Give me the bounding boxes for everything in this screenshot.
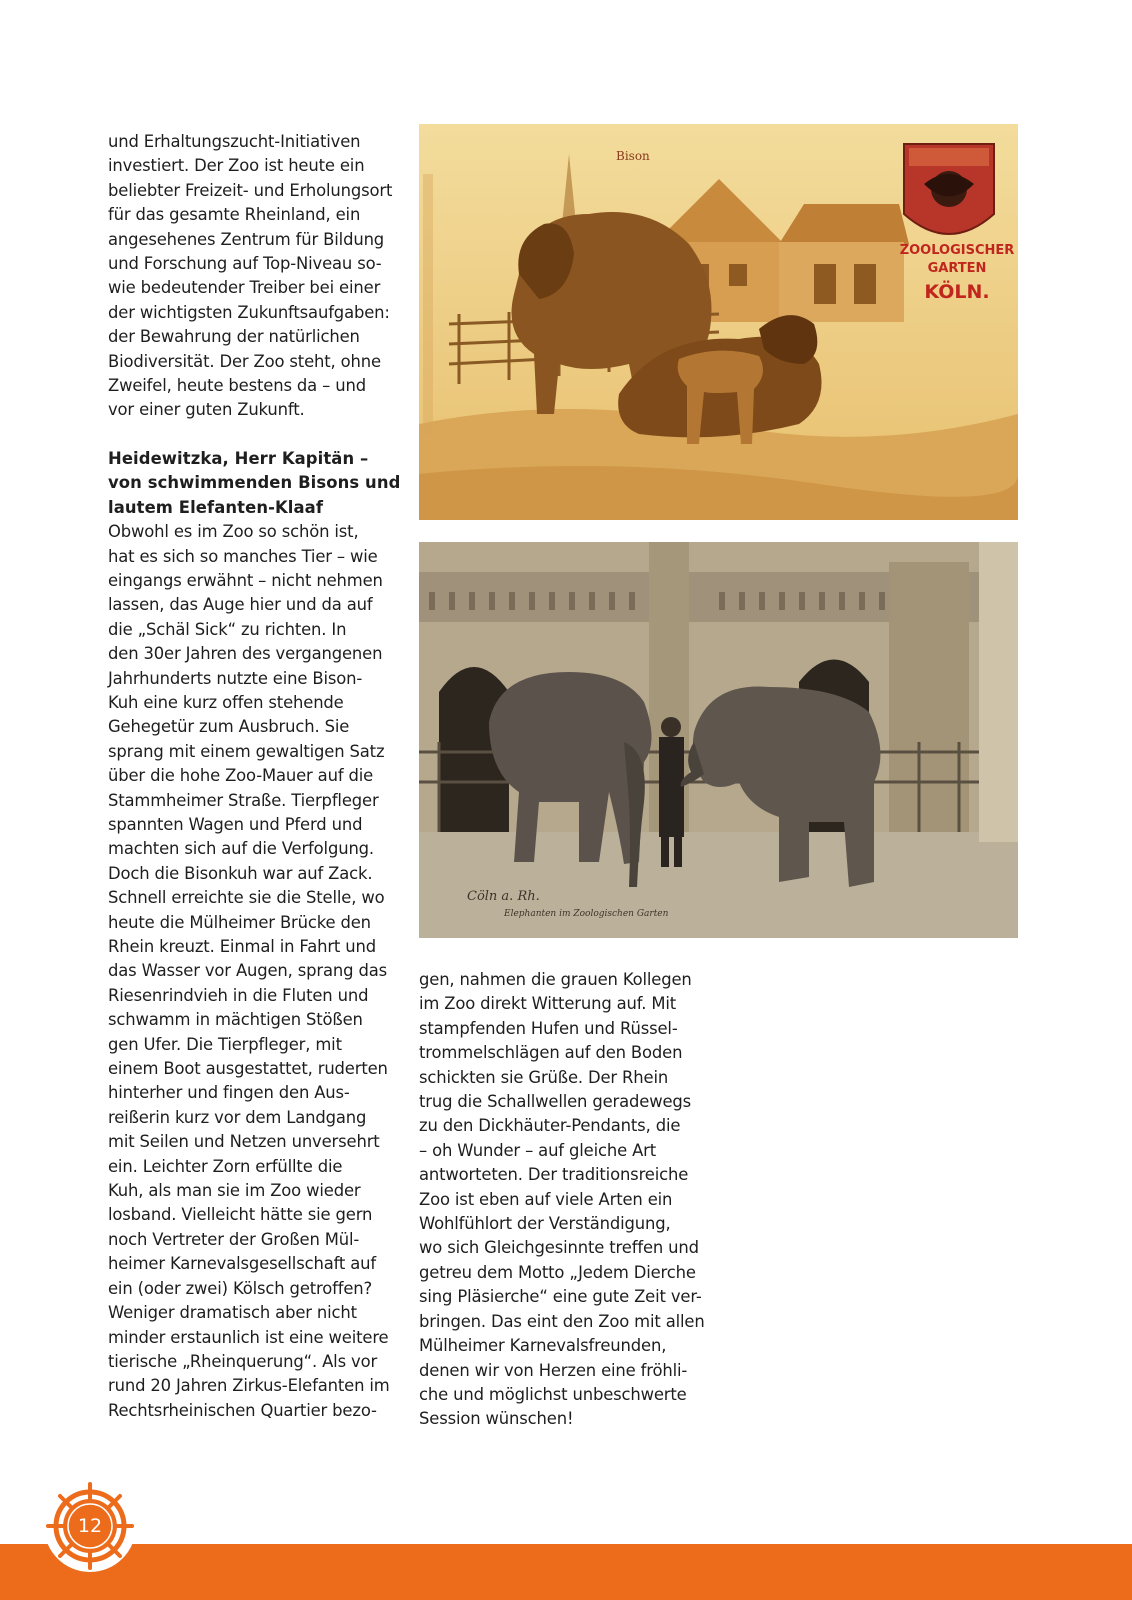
text-line: schwamm in mächtigen Stößen — [108, 1010, 363, 1030]
text-column-left — [108, 130, 403, 1423]
text-line: der Bewahrung der natürlichen — [108, 327, 360, 347]
text-line: lassen, das Auge hier und da auf — [108, 595, 373, 615]
text-line: schickten sie Grüße. Der Rhein — [419, 1067, 669, 1087]
paragraph-elephant-story — [419, 968, 719, 1432]
text-line: Zoo ist eben auf viele Arten ein — [419, 1189, 673, 1209]
heading-line: Heidewitzka, Herr Kapitän – — [108, 448, 369, 468]
text-line: trommelschlägen auf den Boden — [419, 1043, 683, 1063]
text-line: vor einer guten Zukunft. — [108, 400, 305, 420]
coat-of-arms-icon — [904, 144, 994, 234]
text-line: Schnell erreichte sie die Stelle, wo — [108, 888, 385, 908]
text-line: Stammheimer Straße. Tierpfleger — [108, 790, 379, 810]
text-line: – oh Wunder – auf gleiche Art — [419, 1140, 657, 1160]
text-line: gen, nahmen die grauen Kollegen — [419, 970, 692, 989]
heading-line: von schwimmenden Bisons und — [108, 473, 401, 493]
text-line: über die hohe Zoo-Mauer auf die — [108, 766, 374, 786]
text-line: Gehegetür zum Ausbruch. Sie — [108, 717, 350, 737]
paragraph-bison-story — [108, 520, 403, 1423]
text-line: Riesenrindvieh in die Fluten und — [108, 985, 369, 1005]
text-line: Zweifel, heute bestens da – und — [108, 376, 366, 396]
text-line: und Forschung auf Top-Niveau so- — [108, 254, 382, 274]
text-line: angesehenes Zentrum für Bildung — [108, 229, 385, 249]
photo-caption-place: Cöln a. Rh. — [467, 889, 540, 904]
bison-illustration — [419, 124, 1018, 520]
text-line: gen Ufer. Die Tierpfleger, mit — [108, 1034, 342, 1054]
page-number: 12 — [77, 1515, 103, 1537]
text-line: zu den Dickhäuter-Pendants, die — [419, 1116, 681, 1136]
text-line: heimer Karnevalsgesellschaft auf — [108, 1254, 377, 1274]
text-line: das Wasser vor Augen, sprang das — [108, 961, 388, 981]
text-line: rund 20 Jahren Zirkus-Elefanten im — [108, 1376, 390, 1396]
text-line: stampfenden Hufen und Rüssel- — [419, 1018, 678, 1038]
text-line: denen wir von Herzen eine fröhli- — [419, 1360, 688, 1380]
text-line: Kuh, als man sie im Zoo wieder — [108, 1181, 361, 1201]
text-line: hat es sich so manches Tier – wie — [108, 546, 378, 566]
text-line: noch Vertreter der Großen Mül- — [108, 1229, 360, 1249]
text-line: ein. Leichter Zorn erfüllte die — [108, 1156, 343, 1176]
text-line: Wohlfühlort der Verständigung, — [419, 1214, 671, 1234]
text-line: investiert. Der Zoo ist heute ein — [108, 156, 365, 176]
postcard-brand-line2: GARTEN — [927, 261, 987, 276]
text-line: bringen. Das eint den Zoo mit allen — [419, 1311, 705, 1331]
postcard-brand-line1: ZOOLOGISCHER — [899, 243, 1015, 258]
postcard-brand-line3: KÖLN. — [924, 281, 990, 303]
text-line: Obwohl es im Zoo so schön ist, — [108, 522, 359, 542]
text-line: Weniger dramatisch aber nicht — [108, 1303, 357, 1323]
text-line: wie bedeutender Treiber bei einer — [108, 278, 381, 298]
postcard-elephants-image — [419, 542, 1018, 938]
text-line: beliebter Freizeit- und Erholungsort — [108, 180, 393, 200]
text-line: spannten Wagen und Pferd und — [108, 814, 363, 834]
text-line: losband. Vielleicht hätte sie gern — [108, 1205, 373, 1225]
text-line: tierische „Rheinquerung“. Als vor — [108, 1351, 378, 1371]
text-line: sing Pläsierche“ eine gute Zeit ver- — [419, 1287, 702, 1307]
postcard-title: Bison — [616, 149, 650, 163]
text-line: Kuh eine kurz offen stehende — [108, 692, 344, 712]
text-line: einem Boot ausgestattet, ruderten — [108, 1059, 388, 1079]
text-line: und Erhaltungszucht-Initiativen — [108, 132, 361, 151]
text-line: ein (oder zwei) Kölsch getroffen? — [108, 1278, 373, 1298]
text-line: machten sich auf die Verfolgung. — [108, 839, 374, 859]
text-line: den 30er Jahren des vergangenen — [108, 644, 383, 664]
text-line: Rhein kreuzt. Einmal in Fahrt und — [108, 937, 376, 956]
section-heading — [108, 447, 403, 520]
text-line: die „Schäl Sick“ zu richten. In — [108, 619, 347, 639]
text-line: hinterher und fingen den Aus- — [108, 1083, 350, 1103]
text-line: im Zoo direkt Witterung auf. Mit — [419, 994, 676, 1014]
text-line: che und möglichst unbeschwerte — [419, 1384, 687, 1404]
text-line: Jahrhunderts nutzte eine Bison- — [108, 668, 363, 688]
elephant-photo — [419, 542, 1018, 938]
text-column-middle — [419, 968, 719, 1432]
text-line: für das gesamte Rheinland, ein — [108, 205, 361, 225]
heading-line: lautem Elefanten-Klaaf — [108, 497, 324, 517]
photo-caption-title: Elephanten im Zoologischen Garten — [504, 909, 669, 919]
text-line: eingangs erwähnt – nicht nehmen — [108, 570, 383, 590]
text-line: sprang mit einem gewaltigen Satz — [108, 741, 385, 761]
text-line: Rechtsrheinischen Quartier bezo- — [108, 1400, 377, 1420]
text-line: Doch die Bisonkuh war auf Zack. — [108, 863, 373, 883]
text-line: antworteten. Der traditionsreiche — [419, 1165, 689, 1185]
text-line: Mülheimer Karnevalsfreunden, — [419, 1336, 667, 1356]
text-line: reißerin kurz vor dem Landgang — [108, 1107, 367, 1127]
text-line: getreu dem Motto „Jedem Dierche — [419, 1262, 696, 1282]
text-line: der wichtigsten Zukunftsaufgaben: — [108, 302, 390, 322]
text-line: trug die Schallwellen geradewegs — [419, 1092, 692, 1112]
postcard-bison-image — [419, 124, 1018, 520]
footer-bar — [0, 1544, 1132, 1600]
text-line: Biodiversität. Der Zoo steht, ohne — [108, 351, 381, 371]
text-line: Session wünschen! — [419, 1409, 574, 1429]
text-line: mit Seilen und Netzen unversehrt — [108, 1132, 380, 1152]
text-line: heute die Mülheimer Brücke den — [108, 912, 371, 932]
text-line: minder erstaunlich ist eine weitere — [108, 1327, 389, 1347]
paragraph-intro — [108, 130, 403, 423]
text-line: wo sich Gleichgesinnte treffen und — [419, 1238, 699, 1258]
